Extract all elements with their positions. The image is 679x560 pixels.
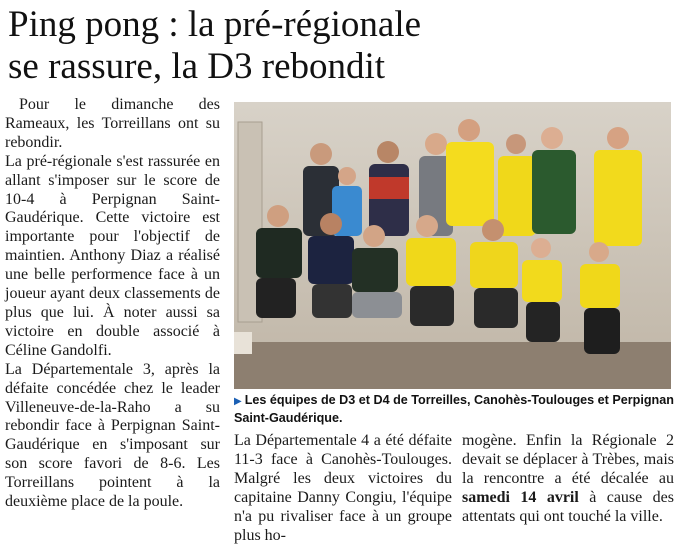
headline (8, 4, 673, 88)
regionale-text-before: mogène. Enfin la Régionale 2 devait se déplacer à Trèbes, mais la rencontre a été décalée au (462, 432, 674, 487)
paragraph-regionale-2 (462, 432, 674, 527)
photo-caption (234, 392, 674, 426)
regionale-text-after: à cause des attentats qui ont touché la ville. (462, 488, 674, 525)
rescheduled-date: samedi 14 avril (462, 488, 579, 506)
paragraph-d4: La Départementale 4 a été défaite 11-3 face à Canohès-Toulouges. Malgré les deux victoires du capitaine Danny Congiu, l'équipe n'a pu rivaliser face à un groupe plus ho- (234, 432, 452, 544)
headline-line-2: se rassure, la D3 rebondit (8, 46, 386, 87)
paragraph-intro: Pour le dimanche des Rameaux, les Torreillans ont su rebondir. (5, 96, 220, 151)
caption-triangle-icon: ▶ (234, 396, 242, 407)
left-column (5, 96, 220, 512)
right-column (462, 432, 674, 527)
team-photo (234, 102, 671, 389)
paragraph-d3: La Départementale 3, après la défaite concédée chez le leader Villeneuve-de-la-Raho a su rebondir face à Perpignan Saint-Gaudérique en s'imposant sur son score favori de 8-6. Les Torreillans pointent à la deuxième place de la poule. (5, 360, 220, 511)
photo-caption-text: Les équipes de D3 et D4 de Torreilles, Canohès-Toulouges et Perpignan Saint-Gaudérique. (234, 393, 674, 425)
middle-column (234, 432, 452, 545)
paragraph-pre-regionale: La pré-régionale s'est rassurée en allant s'imposer sur le score de 10-4 à Perpignan Saint-Gaudérique. Cette victoire est importante pour l'objectif de maintien. Anthony Diaz a réalisé une belle performence face à un joueur ayant deux classements de plus que lui. À noter aussi sa victoire en double associé à Céline Gandolfi. (5, 152, 220, 359)
headline-line-1: Ping pong : la pré-régionale (8, 4, 422, 45)
